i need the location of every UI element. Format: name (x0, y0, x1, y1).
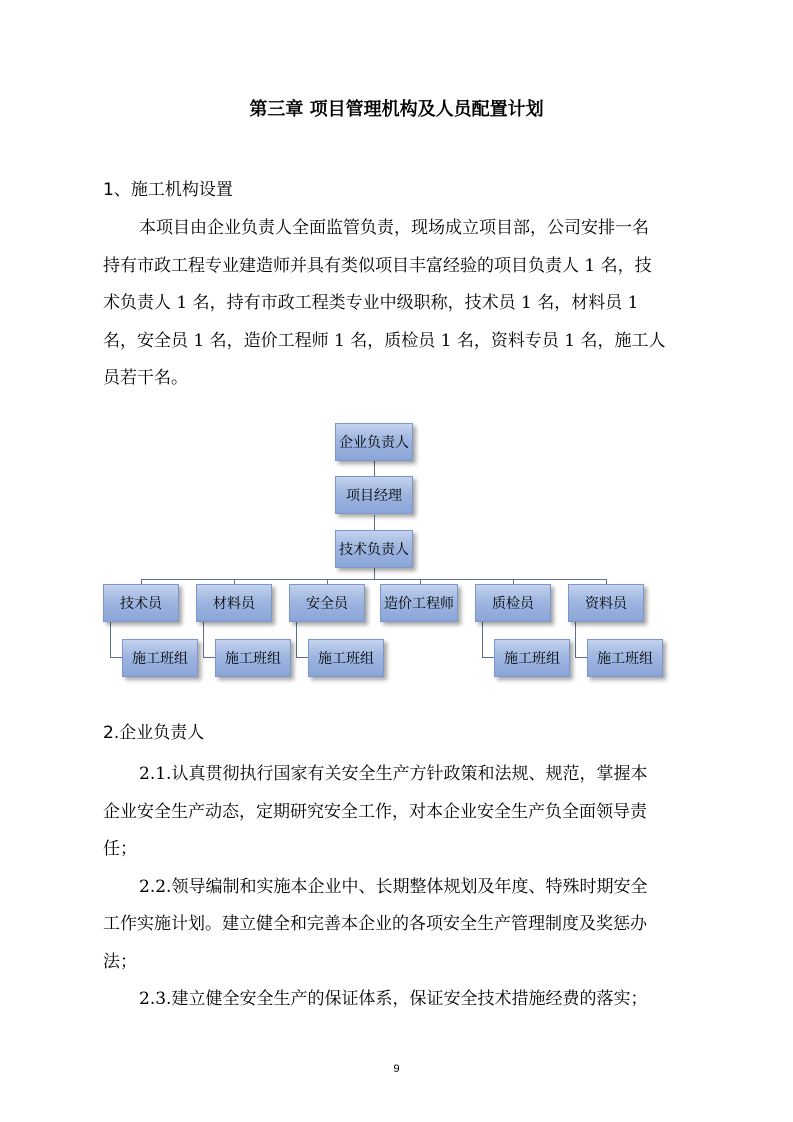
paragraph-line: 2.1.认真贯彻执行国家有关安全生产方针政策和法规、规范，掌握本 (139, 764, 648, 784)
org-node-cost-engineer: 造价工程师 (380, 584, 458, 622)
org-node-construction-team: 施工班组 (587, 639, 663, 677)
section-2-body (103, 756, 691, 1019)
connector (374, 515, 375, 530)
connector (203, 657, 215, 658)
connector (141, 579, 607, 580)
org-node-project-manager: 项目经理 (335, 476, 413, 514)
org-node-construction-team: 施工班组 (122, 639, 198, 677)
paragraph-line: 任； (103, 839, 137, 859)
page-number: 9 (393, 1063, 400, 1075)
connector (374, 461, 375, 477)
connector (575, 657, 587, 658)
org-node-technical-lead: 技术负责人 (335, 530, 413, 568)
org-node-construction-team: 施工班组 (215, 639, 291, 677)
connector (296, 622, 297, 658)
connector (110, 622, 111, 658)
connector (110, 657, 122, 658)
paragraph-line: 本项目由企业负责人全面监管负责，现场成立项目部，公司安排一名 (139, 218, 649, 238)
paragraph-line: 法； (103, 951, 137, 972)
org-node-construction-team: 施工班组 (308, 639, 384, 677)
paragraph-line: 员若干名。 (103, 368, 188, 388)
org-node-material-officer: 材料员 (196, 584, 272, 622)
org-node-document-officer: 资料员 (568, 584, 644, 622)
section-2-heading: 2.企业负责人 (103, 723, 205, 743)
org-node-construction-team: 施工班组 (494, 639, 570, 677)
paragraph-line: 2.3.建立健全安全生产的保证体系，保证安全技术措施经费的落实； (139, 989, 648, 1009)
paragraph-line: 2.2.领导编制和实施本企业中、长期整体规划及年度、特殊时期安全 (139, 876, 648, 897)
org-node-enterprise-head: 企业负责人 (335, 423, 413, 461)
section-1-heading: 1、施工机构设置 (103, 180, 233, 200)
connector (482, 622, 483, 658)
org-node-technician: 技术员 (103, 584, 179, 622)
connector (203, 622, 204, 658)
paragraph-line: 工作实施计划。建立健全和完善本企业的各项安全生产管理制度及奖惩办 (103, 914, 647, 934)
paragraph-line: 持有市政工程专业建造师并具有类似项目丰富经验的项目负责人 1 名，技 (103, 255, 652, 276)
connector (374, 568, 375, 579)
chapter-title: 第三章 项目管理机构及人员配置计划 (249, 99, 544, 120)
paragraph-line: 名，安全员 1 名，造价工程师 1 名，质检员 1 名，资料专员 1 名，施工人 (103, 330, 666, 351)
org-node-quality-inspector: 质检员 (475, 584, 551, 622)
section-1-paragraph (103, 210, 691, 398)
org-node-safety-officer: 安全员 (289, 584, 365, 622)
connector (482, 657, 494, 658)
connector (575, 622, 576, 658)
paragraph-line: 企业安全生产动态，定期研究安全工作，对本企业安全生产负全面领导责 (103, 801, 647, 822)
connector (296, 657, 308, 658)
paragraph-line: 术负责人 1 名，持有市政工程类专业中级职称，技术员 1 名，材料员 1 (103, 293, 639, 313)
